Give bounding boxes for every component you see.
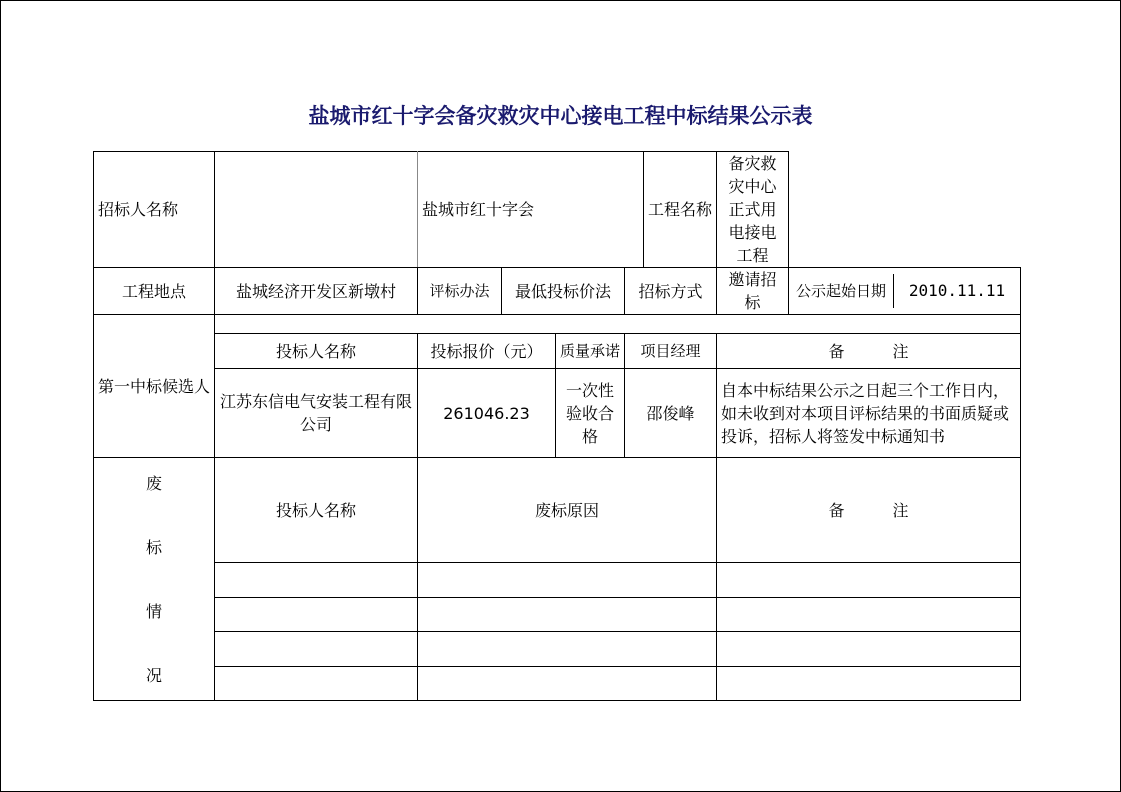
candidate-header-bidder: 投标人名称 — [215, 334, 418, 369]
candidate-header-remark: 备 注 — [717, 334, 1021, 369]
page-title: 盐城市红十字会备灾救灾中心接电工程中标结果公示表 — [308, 104, 813, 128]
tenderer-label: 招标人名称 — [94, 152, 215, 268]
tender-type-value: 邀请招标 — [717, 268, 789, 315]
tenderer-value: 盐城市红十字会 — [418, 152, 644, 268]
date-label: 公示起始日期 — [789, 274, 894, 308]
invalid-row-1-remark — [717, 563, 1021, 598]
invalid-row-4-remark — [717, 667, 1021, 701]
candidate-quality: 一次性验收合格 — [556, 369, 625, 458]
invalid-char-3: 情 — [145, 601, 162, 621]
candidate-section-label: 第一中标候选人 — [94, 315, 215, 458]
candidate-manager: 邵俊峰 — [625, 369, 717, 458]
invalid-header-reason: 废标原因 — [418, 458, 717, 563]
candidate-bidder: 江苏东信电气安装工程有限公司 — [215, 369, 418, 458]
project-label: 工程名称 — [644, 152, 717, 268]
invalid-header-remark: 备 注 — [717, 458, 1021, 563]
location-value: 盐城经济开发区新墩村 — [215, 268, 418, 315]
invalid-char-4: 况 — [145, 665, 162, 685]
candidate-remark: 自本中标结果公示之日起三个工作日内，如未收到对本项目评标结果的书面质疑或投诉，招标人将签发中标通知书 — [717, 369, 1021, 458]
invalid-header-bidder: 投标人名称 — [215, 458, 418, 563]
invalid-row-2-remark — [717, 598, 1021, 632]
candidate-price: 261046.23 — [418, 369, 556, 458]
invalid-char-1: 废 — [145, 473, 162, 493]
candidate-header-price: 投标报价（元） — [418, 334, 556, 369]
candidate-spacer — [215, 315, 1021, 334]
invalid-row-3-remark — [717, 632, 1021, 667]
candidate-header-manager: 项目经理 — [625, 334, 717, 369]
date-value: 2010.11.11 — [908, 281, 1006, 300]
invalid-row-3-reason — [418, 632, 717, 667]
invalid-row-4-bidder — [215, 667, 418, 701]
method-label: 评标办法 — [418, 268, 502, 315]
invalid-row-2-bidder — [215, 598, 418, 632]
method-value: 最低投标价法 — [502, 268, 625, 315]
invalid-row-3-bidder — [215, 632, 418, 667]
location-label: 工程地点 — [94, 268, 215, 315]
invalid-row-4-reason — [418, 667, 717, 701]
tender-type-label: 招标方式 — [625, 268, 717, 315]
invalid-row-2-reason — [418, 598, 717, 632]
tenderer-value-a — [215, 152, 418, 268]
invalid-row-1-reason — [418, 563, 717, 598]
candidate-header-quality: 质量承诺 — [556, 334, 625, 369]
result-table — [93, 151, 1021, 701]
date-cell — [789, 268, 1021, 315]
invalid-row-1-bidder — [215, 563, 418, 598]
invalid-char-2: 标 — [145, 537, 162, 557]
project-value: 备灾救灾中心正式用电接电工程 — [717, 152, 789, 268]
invalid-section-label — [94, 458, 215, 701]
